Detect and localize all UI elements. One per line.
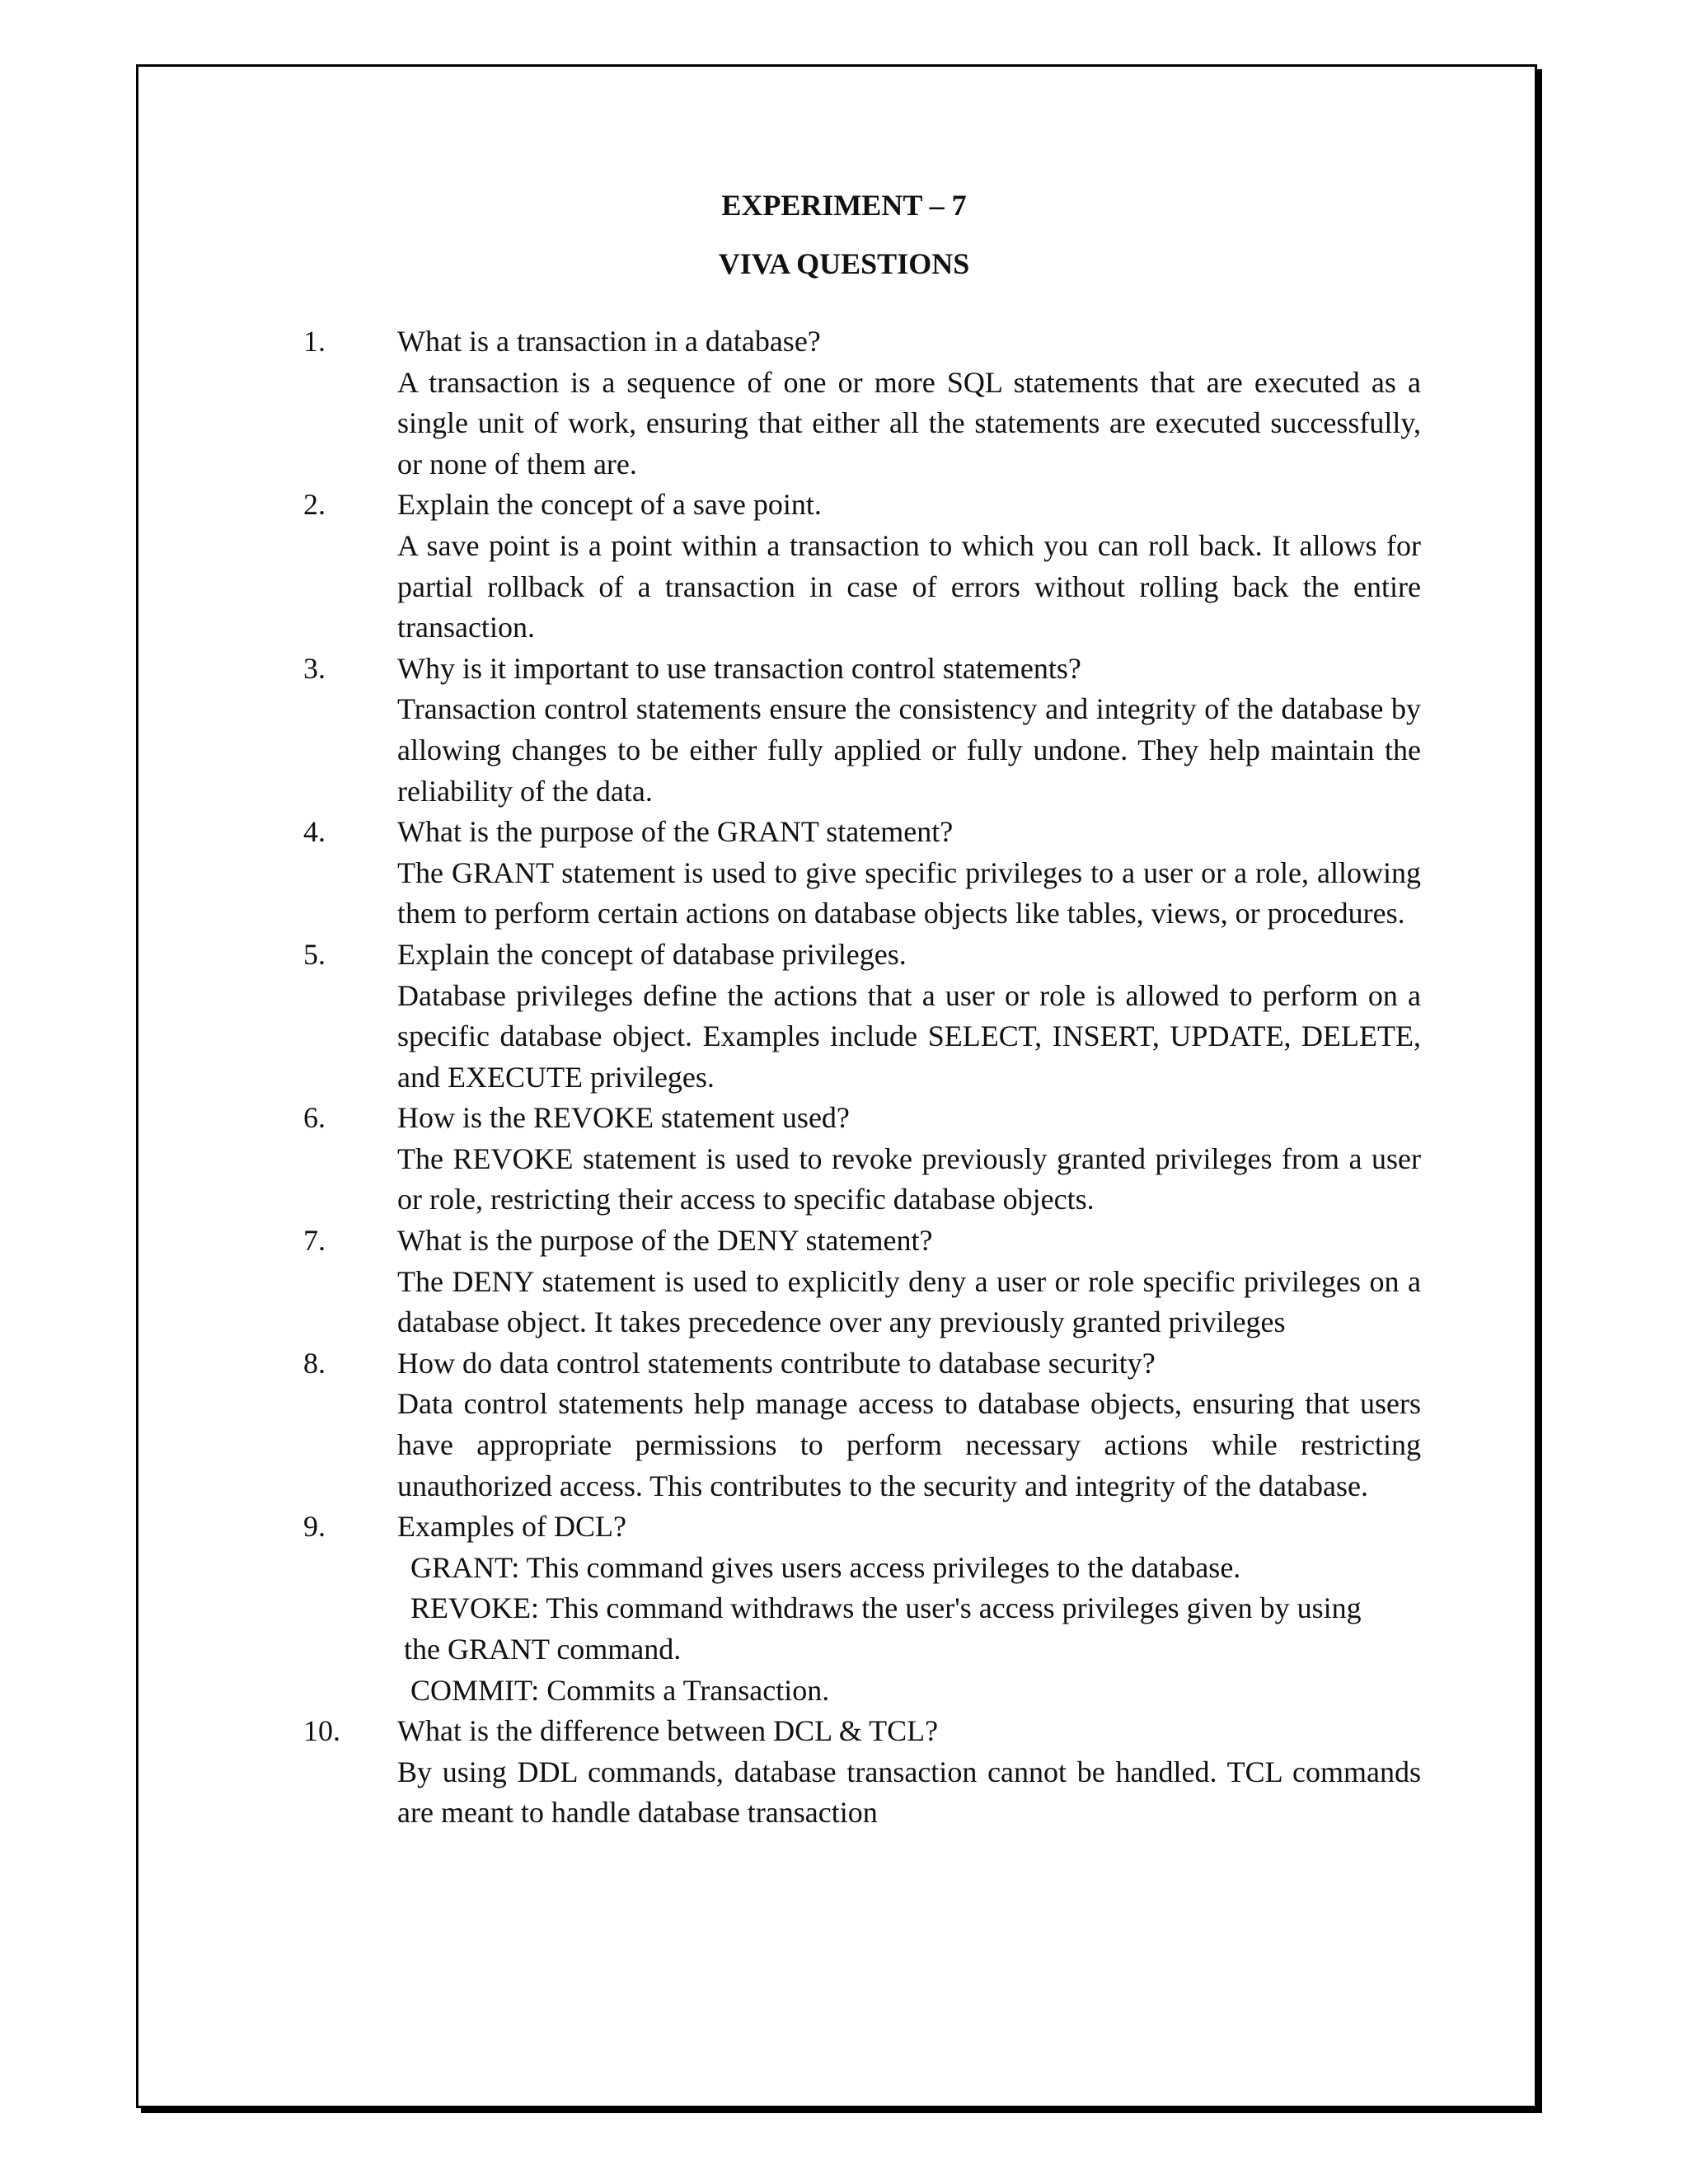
question-text: Why is it important to use transaction control statements? bbox=[397, 651, 1081, 685]
answer-text: Data control statements help manage access to database objects, ensuring that users have appropriate permissions to perform necessary actions while restricting unauthorized access. This contributes to the security and integrity of the database. bbox=[397, 1387, 1421, 1502]
question-item-6 bbox=[0, 1098, 1688, 1221]
question-number: 2. bbox=[303, 488, 326, 522]
question-item-9 bbox=[0, 1507, 1688, 1711]
question-item-2 bbox=[0, 485, 1688, 648]
question-text: How is the REVOKE statement used? bbox=[397, 1101, 850, 1135]
dcl-example-commit: COMMIT: Commits a Transaction. bbox=[410, 1673, 830, 1707]
question-number: 7. bbox=[303, 1224, 326, 1258]
dcl-example-revoke-continued: the GRANT command. bbox=[404, 1633, 682, 1666]
answer-text: The REVOKE statement is used to revoke previously granted privileges from a user or role, restricting their access to specific database objects. bbox=[397, 1141, 1421, 1216]
answer-text: Transaction control statements ensure the consistency and integrity of the database by allowing changes to be either fully applied or fully undone. They help maintain the reliability of the data. bbox=[397, 692, 1421, 808]
viva-questions-heading: VIVA QUESTIONS bbox=[718, 247, 970, 280]
dcl-example-grant: GRANT: This command gives users access privileges to the database. bbox=[410, 1550, 1241, 1584]
question-item-1 bbox=[0, 321, 1688, 485]
question-text: Examples of DCL? bbox=[397, 1510, 626, 1544]
question-item-3 bbox=[0, 649, 1688, 812]
question-number: 3. bbox=[303, 651, 326, 685]
question-number: 5. bbox=[303, 937, 326, 971]
question-number: 9. bbox=[303, 1510, 326, 1544]
viva-question-list bbox=[0, 321, 1688, 1834]
answer-text: The GRANT statement is used to give specific privileges to a user or a role, allowing them to perform certain actions on database objects like tables, views, or procedures. bbox=[397, 855, 1421, 930]
question-item-7 bbox=[0, 1221, 1688, 1343]
question-item-8 bbox=[0, 1343, 1688, 1507]
question-text: What is a transaction in a database? bbox=[397, 325, 821, 358]
question-item-5 bbox=[0, 935, 1688, 1098]
experiment-title: EXPERIMENT – 7 bbox=[721, 189, 967, 222]
question-number: 1. bbox=[303, 325, 326, 358]
answer-text: Database privileges define the actions that a user or role is allowed to perform on a specific database object. Examples include SELECT, INSERT, UPDATE, DELETE, and EXECUTE privileges. bbox=[397, 978, 1421, 1094]
question-text: Explain the concept of database privileges. bbox=[397, 937, 907, 971]
question-item-4 bbox=[0, 812, 1688, 935]
question-number: 6. bbox=[303, 1101, 326, 1135]
question-number: 4. bbox=[303, 815, 326, 849]
question-text: How do data control statements contribute to database security? bbox=[397, 1346, 1156, 1380]
question-text: Explain the concept of a save point. bbox=[397, 488, 822, 522]
question-number: 10. bbox=[303, 1714, 340, 1748]
question-item-10 bbox=[0, 1711, 1688, 1834]
question-number: 8. bbox=[303, 1346, 326, 1380]
answer-text: The DENY statement is used to explicitly deny a user or role specific privileges on a database object. It takes precedence over any previously granted privileges bbox=[397, 1264, 1421, 1339]
question-text: What is the purpose of the DENY statement? bbox=[397, 1224, 933, 1258]
question-text: What is the purpose of the GRANT statement? bbox=[397, 815, 954, 849]
answer-text: A save point is a point within a transaction to which you can roll back. It allows for partial rollback of a transaction in case of errors without rolling back the entire transaction. bbox=[397, 528, 1421, 644]
dcl-example-revoke: REVOKE: This command withdraws the user's access privileges given by using bbox=[410, 1591, 1362, 1625]
question-text: What is the difference between DCL & TCL? bbox=[397, 1714, 939, 1748]
answer-text: By using DDL commands, database transaction cannot be handled. TCL commands are meant to handle database transaction bbox=[397, 1755, 1421, 1830]
answer-text: A transaction is a sequence of one or more SQL statements that are executed as a single unit of work, ensuring that either all the statements are executed successfully, or none of them are. bbox=[397, 365, 1421, 480]
